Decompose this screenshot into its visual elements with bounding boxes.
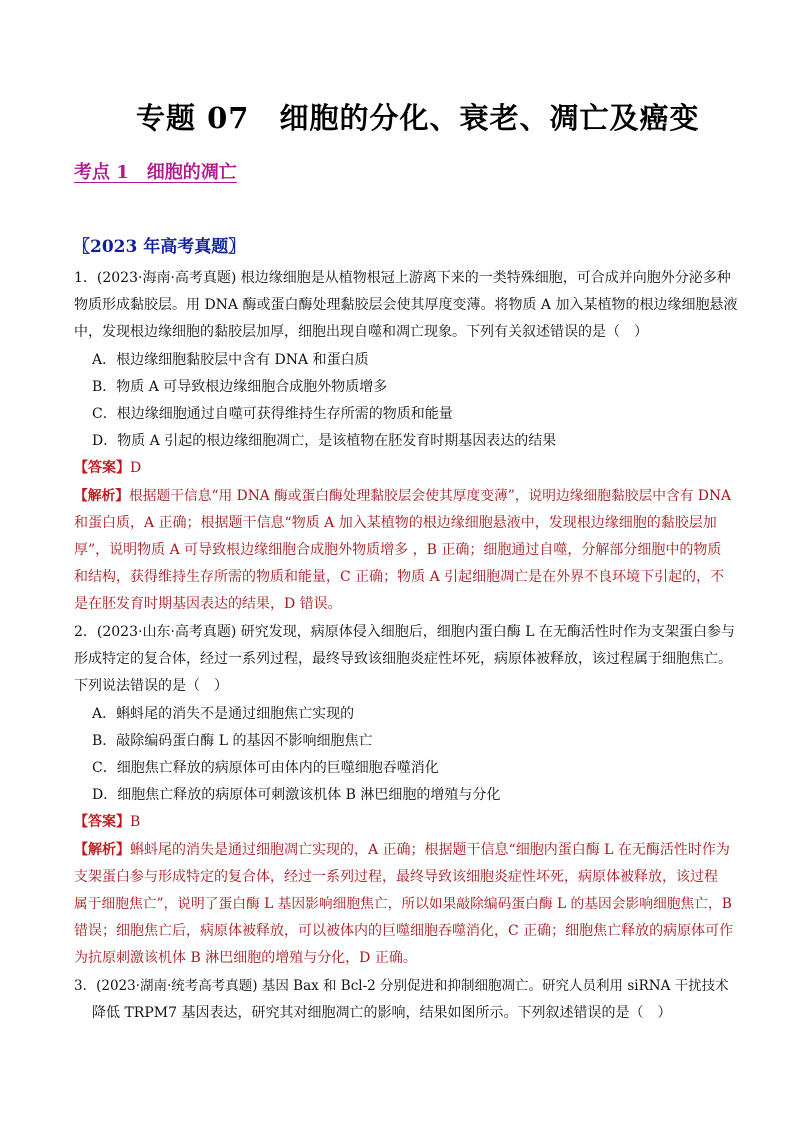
- analysis-tag: 【解析】: [74, 842, 130, 858]
- question-1-option-a: A．根边缘细胞黏胶层中含有 DNA 和蛋白质: [92, 352, 369, 368]
- section-heading: 〖2023 年高考真题〗: [73, 237, 246, 257]
- question-1-analysis-line-5: 是在胚发育时期基因表达的结果，D 错误。: [74, 596, 342, 612]
- question-2-line-2: 形成特定的复合体，经过一系列过程，最终导致该细胞炎症性坏死，病原体被释放，该过程属于细胞焦亡。: [74, 651, 732, 667]
- analysis-text: 蝌蚪尾的消失是通过细胞凋亡实现的，A 正确；根据题干信息“细胞内蛋白酶 L 在无酶活性时作为: [130, 842, 730, 858]
- question-1-analysis-line-4: 和结构，获得维持生存所需的物质和能量，C 正确；物质 A 引起细胞凋亡是在外界不良环境下引起的，不: [74, 569, 725, 585]
- question-1-line-1: 1．(2023·海南·高考真题) 根边缘细胞是从植物根冠上游离下来的一类特殊细胞，可合成并向胞外分泌多种: [74, 270, 731, 286]
- question-2-analysis-line-5: 为抗原刺激该机体 B 淋巴细胞的增殖与分化，D 正确。: [74, 950, 417, 966]
- question-1-answer: [74, 458, 141, 478]
- page-title: 专题 07 细胞的分化、衰老、凋亡及癌变: [136, 101, 700, 135]
- question-1-line-2: 物质形成黏胶层。用 DNA 酶或蛋白酶处理黏胶层会使其厚度变薄。将物质 A 加入某植物的根边缘细胞悬液: [74, 297, 738, 313]
- question-2-option-b: B．敲除编码蛋白酶 L 的基因不影响细胞焦亡: [92, 733, 373, 749]
- question-2-answer: [74, 812, 140, 832]
- question-2-option-d: D．细胞焦亡释放的病原体可刺激该机体 B 淋巴细胞的增殖与分化: [92, 787, 501, 803]
- question-2-analysis-line-4: 错误；细胞焦亡后，病原体被释放，可以被体内的巨噬细胞吞噬消化，C 正确；细胞焦亡释放的病原体可作: [74, 923, 734, 939]
- question-1-option-c: C．根边缘细胞通过自噬可获得维持生存所需的物质和能量: [92, 406, 453, 422]
- question-2-line-1: 2．(2023·山东·高考真题) 研究发现，病原体侵入细胞后，细胞内蛋白酶 L 在无酶活性时作为支架蛋白参与: [74, 624, 736, 640]
- question-2-analysis-line-3: 属于细胞焦亡”，说明了蛋白酶 L 基因影响细胞焦亡，所以如果敲除编码蛋白酶 L 的基因会影响细胞焦亡，B: [74, 896, 732, 912]
- question-3-line-1: 3．(2023·湖南·统考高考真题) 基因 Bax 和 Bcl-2 分别促进和抑制细胞凋亡。研究人员利用 siRNA 干扰技术: [74, 978, 729, 994]
- question-1-analysis-line-3: 厚”，说明物质 A 可导致根边缘细胞合成胞外物质增多 ，B 正确；细胞通过自噬，分解部分细胞中的物质: [74, 542, 722, 558]
- question-2-line-3: 下列说法错误的是（ ）: [74, 678, 228, 694]
- question-1-analysis-line-1: [74, 486, 731, 506]
- question-3-line-2: 降低 TRPM7 基因表达，研究其对细胞凋亡的影响，结果如图所示。下列叙述错误的是（ ）: [92, 1005, 672, 1021]
- question-2-option-a: A．蝌蚪尾的消失不是通过细胞焦亡实现的: [92, 706, 355, 722]
- question-2-analysis-line-1: [74, 840, 730, 860]
- question-2-option-c: C．细胞焦亡释放的病原体可由体内的巨噬细胞吞噬消化: [92, 760, 439, 776]
- analysis-text: 根据题干信息“用 DNA 酶或蛋白酶处理黏胶层会使其厚度变薄”，说明边缘细胞黏胶层中含有 DNA: [129, 488, 731, 504]
- question-1-option-d: D．物质 A 引起的根边缘细胞凋亡，是该植物在胚发育时期基因表达的结果: [92, 433, 557, 449]
- topic-heading: 考点 1 细胞的凋亡: [74, 162, 237, 183]
- question-2-analysis-line-2: 支架蛋白参与形成特定的复合体，经过一系列过程，最终导致该细胞炎症性坏死，病原体被释放，该过程: [74, 869, 718, 885]
- question-1-analysis-line-2: 和蛋白质，A 正确；根据题干信息“物质 A 加入某植物的根边缘细胞悬液中，发现根边缘细胞的黏胶层加: [74, 515, 717, 531]
- answer-tag: 【答案】: [74, 460, 130, 476]
- question-1-option-b: B．物质 A 可导致根边缘细胞合成胞外物质增多: [92, 379, 388, 395]
- answer-value: D: [130, 460, 142, 476]
- question-1-line-3: 中，发现根边缘细胞的黏胶层加厚，细胞出现自噬和凋亡现象。下列有关叙述错误的是（ ）: [74, 324, 648, 340]
- answer-value: B: [130, 814, 141, 830]
- answer-tag: 【答案】: [74, 814, 130, 830]
- analysis-tag: 【解析】: [74, 488, 130, 504]
